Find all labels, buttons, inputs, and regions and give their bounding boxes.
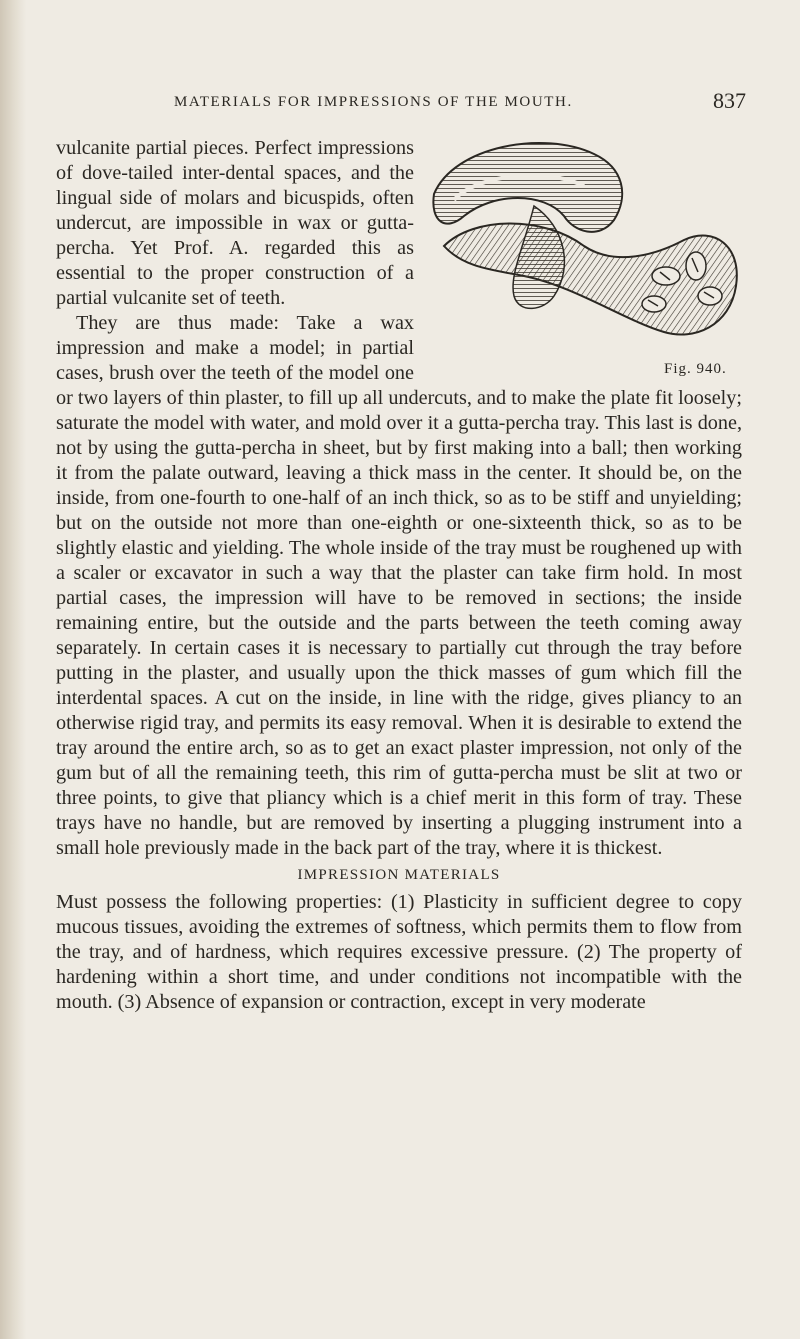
paragraph-continued: vulcanite partial pieces. Perfect impressions of dove-tailed inter-dental spaces, and the lingual side of molars and bicuspids, often undercut, are impossible in wax or gutta-percha. Yet Prof. A. regarded this as essential to the proper construction of a partial vulcanite set of teeth.: [56, 137, 414, 309]
paragraph-tray-method: They are thus made: Take a wax impression and make a model; in partial cases, brush over the teeth of the model one or two layers of thin plaster, to fill up all undercuts, and to make the plate fit loosely; saturate the model with water, and mold over it a gutta-percha tray. This last is done, not by using the gutta-percha in sheet, but by first making into a ball; then working it from the palate outward, leaving a thick mass in the center. It should be, on the inside, from one-fourth to one-half of an inch thick, so as to be stiff and unyielding; but on the outside not more than one-eighth or one-sixteenth thick, so as to be slightly elastic and yielding. The whole inside of the tray must be roughened up with a scaler or excavator in such a way that the plaster can take firm hold. In most partial cases, the impression will have to be removed in sections; the inside remaining entire, but the outside and the parts between the teeth coming away separately. In certain cases it is necessary to partially cut through the tray before putting in the plaster, and usually upon the thick masses of gum which fill the interdental spaces. A cut on the inside, in line with the ridge, gives pliancy to an otherwise rigid tray, and permits its easy removal. When it is desirable to extend the tray around the entire arch, so as to get an exact plaster impression, not only of the gum but of all the remaining teeth, this rim of gutta-percha must be slit at two or three points, to give that pliancy which is a chief merit in this form of tray. These trays have no handle, but are removed by inserting a plugging instrument into a small hole previously made in the back part of the tray, where it is thickest.: [56, 312, 742, 859]
gutta-percha-tray-illustration: [424, 136, 742, 376]
body-text: [56, 136, 742, 1015]
figure-940: [424, 136, 742, 376]
section-heading: IMPRESSION MATERIALS: [297, 867, 501, 883]
page-number: 837: [713, 88, 746, 113]
book-spine-shadow: [0, 0, 26, 1339]
figure-caption: Fig. 940.: [664, 361, 727, 377]
running-title: MATERIALS FOR IMPRESSIONS OF THE MOUTH.: [174, 94, 573, 110]
book-page: [56, 0, 746, 1339]
running-head: [56, 90, 746, 120]
paragraph-properties: Must possess the following properties: (1) Plasticity in sufficient degree to copy mucous tissues, avoiding the extremes of softness, which permits them to flow from the tray, and of hardness, which requires excessive pressure. (2) The property of hardening within a short time, and under conditions not incompatible with the mouth. (3) Absence of expansion or contraction, except in very moderate: [56, 891, 742, 1013]
